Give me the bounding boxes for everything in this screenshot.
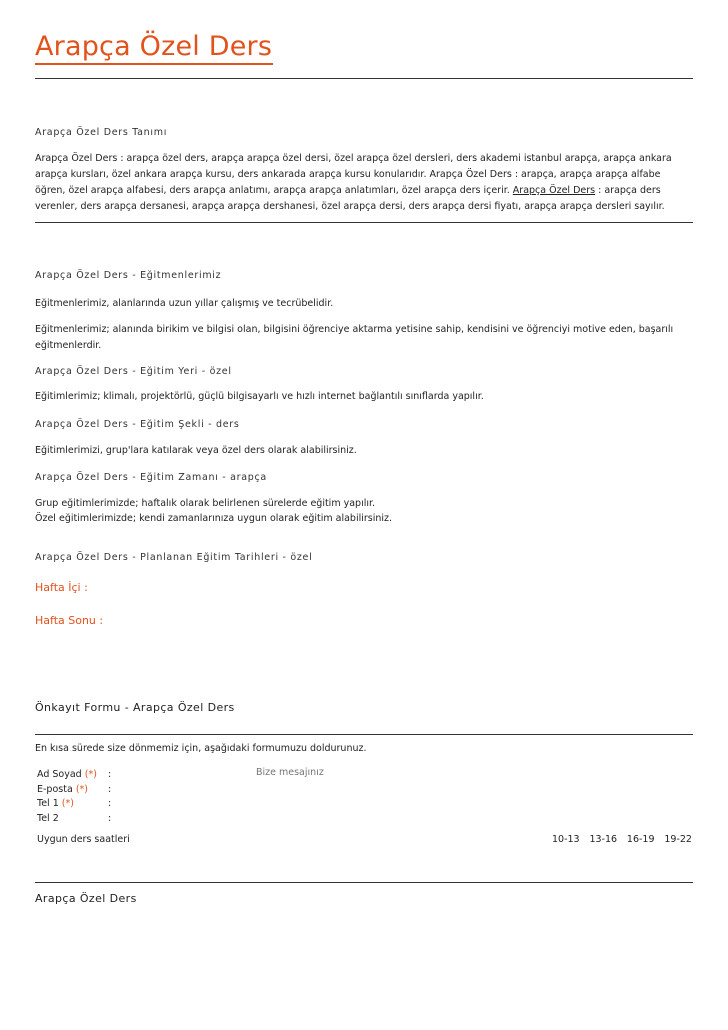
- colon: :: [108, 769, 112, 780]
- timing-line1: Grup eğitimlerimizde; haftalık olarak belirlenen sürelerde eğitim yapılır.: [35, 498, 376, 509]
- divider: [35, 734, 693, 735]
- email-label: E-posta (*): [37, 784, 88, 795]
- divider: [35, 78, 693, 79]
- tel2-label: Tel 2: [37, 813, 59, 824]
- email-field[interactable]: [118, 783, 238, 796]
- format-text: Eğitimlerimizi, grup'lara katılarak veya özel ders olarak alabilirsiniz.: [35, 445, 357, 456]
- teachers-line1: Eğitmenlerimiz, alanlarında uzun yıllar çalışmış ve tecrübelidir.: [35, 298, 334, 309]
- hours-label: Uygun ders saatleri: [37, 834, 130, 845]
- hours-slots: [552, 834, 692, 845]
- required-mark: (*): [84, 769, 97, 780]
- teachers-line2: Eğitmenlerimiz; alanında birikim ve bilgisi olan, bilgisini öğrenciye aktarma yetisine sahip, kendisini ve öğrenciyi motive eden, başarılı eğitmenlerdir.: [35, 324, 674, 351]
- slot-option[interactable]: 10-13: [552, 834, 580, 845]
- timing-line2: Özel eğitimlerimizde; kendi zamanlarınıza uygun olarak eğitim alabilirsiniz.: [35, 513, 393, 524]
- colon: :: [108, 784, 112, 795]
- form-heading: Önkayıt Formu - Arapça Özel Ders: [35, 701, 235, 714]
- location-text: Eğitimlerimiz; klimalı, projektörlü, güçlü bilgisayarlı ve hızlı internet bağlantılı sınıflarda yapılır.: [35, 391, 484, 402]
- definition-link[interactable]: Arapça Özel Ders: [512, 185, 596, 196]
- weekday-label: Hafta İçi :: [35, 581, 88, 594]
- weekend-label: Hafta Sonu :: [35, 614, 104, 627]
- title-underline: [35, 63, 273, 65]
- slot-option[interactable]: 13-16: [589, 834, 618, 845]
- definition-paragraph: [35, 151, 693, 215]
- format-heading: Arapça Özel Ders - Eğitim Şekli - ders: [35, 419, 240, 430]
- slot-option[interactable]: 16-19: [626, 834, 655, 845]
- form-intro: En kısa sürede size dönmemiz için, aşağıdaki formumuzu doldurunuz.: [35, 743, 367, 754]
- teachers-heading: Arapça Özel Ders - Eğitmenlerimiz: [35, 270, 222, 281]
- page-title: Arapça Özel Ders: [35, 31, 273, 62]
- slot-option[interactable]: 19-22: [664, 834, 692, 845]
- tel1-field[interactable]: [118, 797, 238, 810]
- name-field[interactable]: [118, 768, 238, 781]
- timing-heading: Arapça Özel Ders - Eğitim Zamanı - arapça: [35, 472, 267, 483]
- definition-text-before: Arapça Özel Ders : arapça özel ders, arapça arapça özel dersi, özel arapça özel dersleri, ders akademi istanbul arapça, arapça ankara arapça kursları, özel ankara arapça kursu, ders ankarada arapça kursu konularıdır. Arapça Özel Ders : arapça, arapça arapça alfabe öğren, özel arapça alfabesi, ders arapça anlatımı, arapça arapça anlatımları, özel arapça ders içerir.: [35, 153, 672, 196]
- message-textarea[interactable]: [256, 767, 536, 783]
- name-label: Ad Soyad (*): [37, 769, 97, 780]
- location-heading: Arapça Özel Ders - Eğitim Yeri - özel: [35, 366, 232, 377]
- required-mark: (*): [61, 798, 74, 809]
- colon: :: [108, 813, 112, 824]
- tel1-label: Tel 1 (*): [37, 798, 74, 809]
- schedule-heading: Arapça Özel Ders - Planlanan Eğitim Tarihleri - özel: [35, 552, 313, 563]
- footer-heading: Arapça Özel Ders: [35, 892, 137, 905]
- definition-heading: Arapça Özel Ders Tanımı: [35, 127, 168, 138]
- divider: [35, 222, 693, 223]
- tel2-field[interactable]: [118, 812, 238, 825]
- divider: [35, 882, 693, 883]
- required-mark: (*): [75, 784, 88, 795]
- definition-text-after: : arapça ders verenler, ders arapça dersanesi, arapça arapça dershanesi, özel arapça dersi, ders arapça dersi fiyatı, arapça arapça dersleri sayılır.: [35, 185, 665, 212]
- colon: :: [108, 798, 112, 809]
